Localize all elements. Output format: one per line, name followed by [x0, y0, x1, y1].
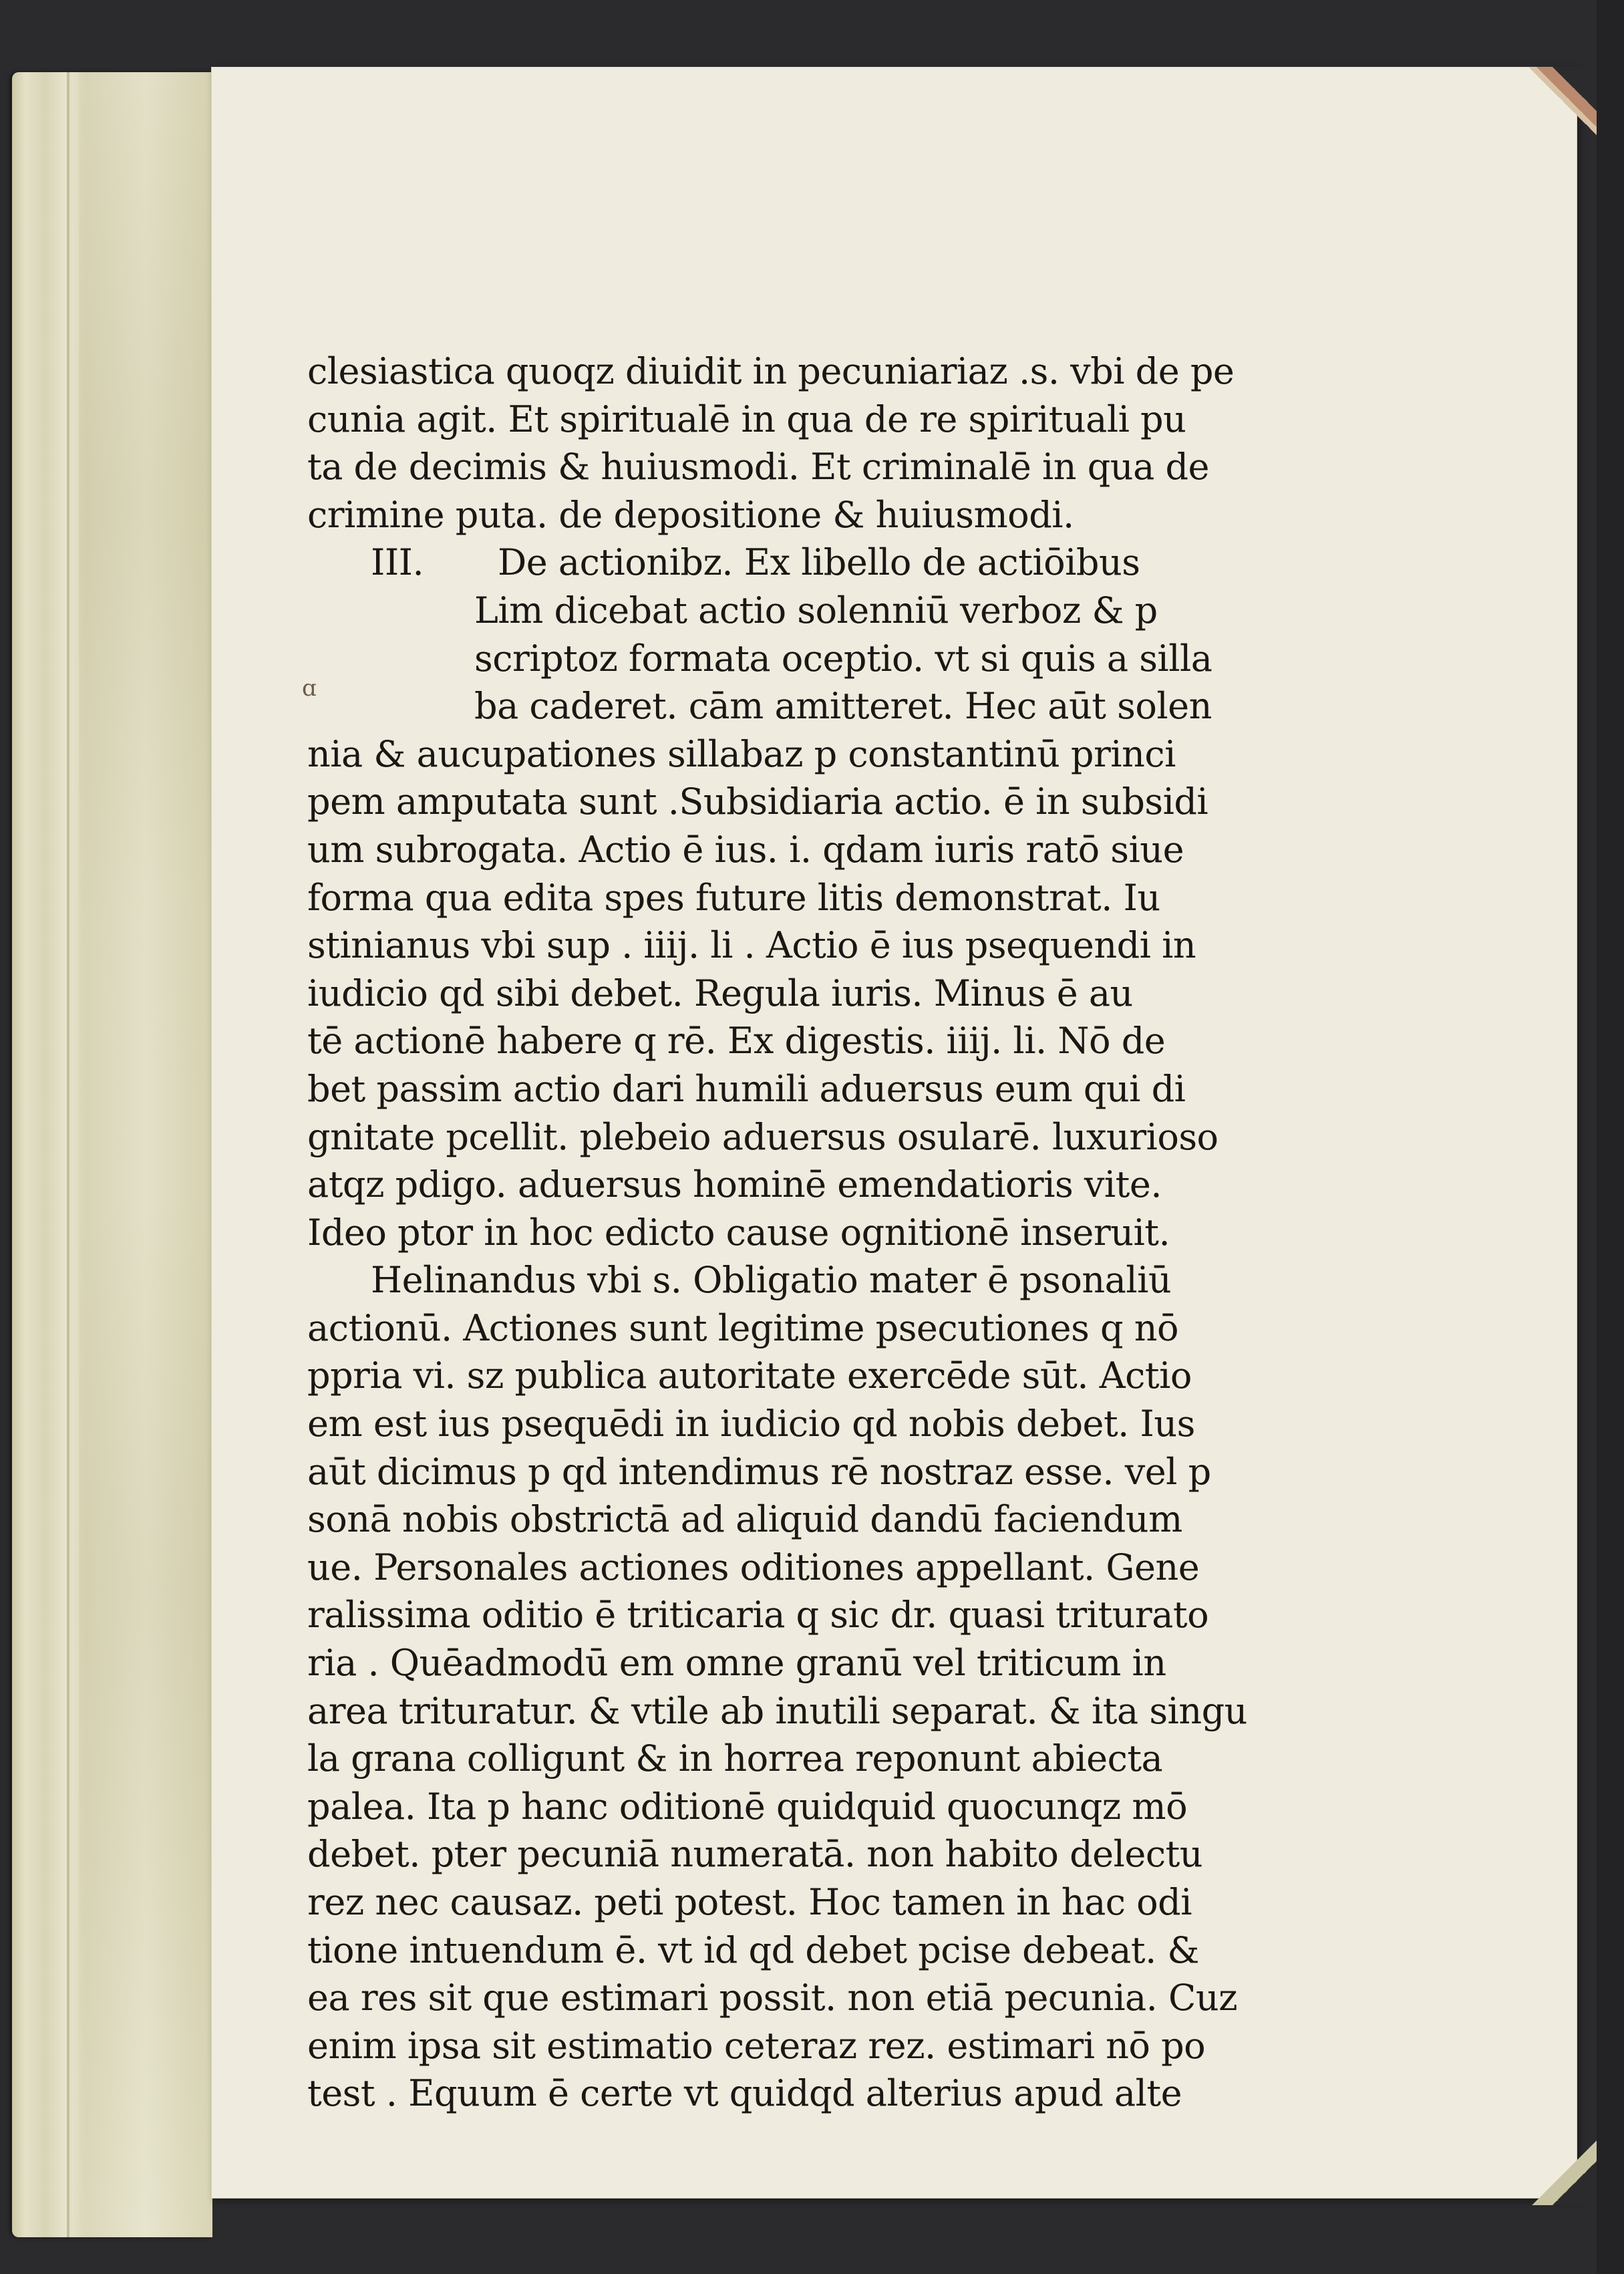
text-line: atqz pdigo. aduersus hominē emendatioris vite. [307, 1163, 1162, 1206]
page-corner-top-right [1496, 67, 1597, 167]
book-binding [12, 72, 212, 2237]
section-heading-text: De actionibz. Ex libello de actiōibus [498, 541, 1140, 584]
text-line: Ideo ptor in hoc edicto cause ognitionē inseruit. [307, 1211, 1170, 1254]
text-line: ria . Quēadmodū em omne granū vel triticum in [307, 1642, 1166, 1685]
text-block [307, 347, 1269, 2118]
section-heading-line [307, 539, 1269, 587]
section-number: III. [371, 541, 424, 584]
text-line: test . Equum ē certe vt quidqd alterius apud alte [307, 2072, 1182, 2115]
text-line: forma qua edita spes future litis demonstrat. Iu [307, 876, 1160, 919]
text-line: la grana colligunt & in horrea reponunt abiecta [307, 1737, 1163, 1780]
text-line: debet. pter pecuniā numeratā. non habito delectu [307, 1833, 1203, 1876]
text-line: ue. Personales actiones oditiones appellant. Gene [307, 1546, 1200, 1588]
marginal-mark: ɑ [302, 675, 317, 702]
text-line: ta de decimis & huiusmodi. Et criminalē in qua de [307, 446, 1209, 488]
text-line: palea. Ita p hanc oditionē quidquid quocunqz mō [307, 1785, 1188, 1828]
text-line: actionū. Actiones sunt legitime psecutiones q nō [307, 1306, 1179, 1349]
text-line: ppria vi. sz publica autoritate exercēde sūt. Actio [307, 1355, 1192, 1397]
text-line: area trituratur. & vtile ab inutili separat. & ita singu [307, 1689, 1247, 1732]
text-line: gnitate pcellit. plebeio aduersus osularē. luxurioso [307, 1115, 1219, 1158]
text-line: cunia agit. Et spiritualē in qua de re spirituali pu [307, 398, 1186, 440]
text-line: enim ipsa sit estimatio ceteraz rez. estimari nō po [307, 2024, 1206, 2067]
text-line: stinianus vbi sup . iiij. li . Actio ē ius psequendi in [307, 924, 1196, 967]
text-line: tione intuendum ē. vt id qd debet pcise debeat. & [307, 1929, 1199, 1971]
text-line: nia & aucupationes sillabaz p constantinū princi [307, 732, 1176, 775]
text-line: rez nec causaz. peti potest. Hoc tamen in hac odi [307, 1881, 1192, 1923]
text-line: pem amputata sunt .Subsidiaria actio. ē in subsidi [307, 780, 1208, 823]
text-line: scriptoz formata oceptio. vt si quis a silla [474, 637, 1212, 680]
text-line: Helinandus vbi s. Obligatio mater ē psonaliū [371, 1259, 1172, 1302]
text-line: ralissima oditio ē triticaria q sic dr. quasi trituratо [307, 1594, 1209, 1637]
text-line: ea res sit que estimari possit. non etiā pecunia. Cuz [307, 1977, 1238, 2019]
text-line: crimine puta. de depositione & huiusmodi. [307, 493, 1074, 536]
text-line: aūt dicimus p qd intendimus rē nostraz esse. vel p [307, 1450, 1211, 1493]
text-line: iudicio qd sibi debet. Regula iuris. Minus ē au [307, 972, 1133, 1014]
text-line: um subrogata. Actio ē ius. i. qdam iuris ratō siue [307, 828, 1184, 871]
text-line: Lim dicebat actio solenniū verboz & p [474, 589, 1158, 631]
text-line: bet passim actio dari humili aduersus eum qui di [307, 1067, 1186, 1110]
text-line: sonā nobis obstrictā ad aliquid dandū faciendum [307, 1498, 1182, 1541]
text-line: em est ius psequēdi in iudicio qd nobis debet. Ius [307, 1403, 1195, 1445]
page-corner-bottom-right [1530, 2125, 1597, 2205]
text-line: clesiastica quoqz diuidit in pecuniariaz .s. vbi de pe [307, 350, 1235, 392]
background-edge [1597, 0, 1624, 2274]
text-line: tē actionē habere q rē. Ex digestis. iiij. li. Nō de [307, 1020, 1166, 1062]
text-line: ba caderet. cām amitteret. Hec aūt solen [474, 685, 1212, 728]
